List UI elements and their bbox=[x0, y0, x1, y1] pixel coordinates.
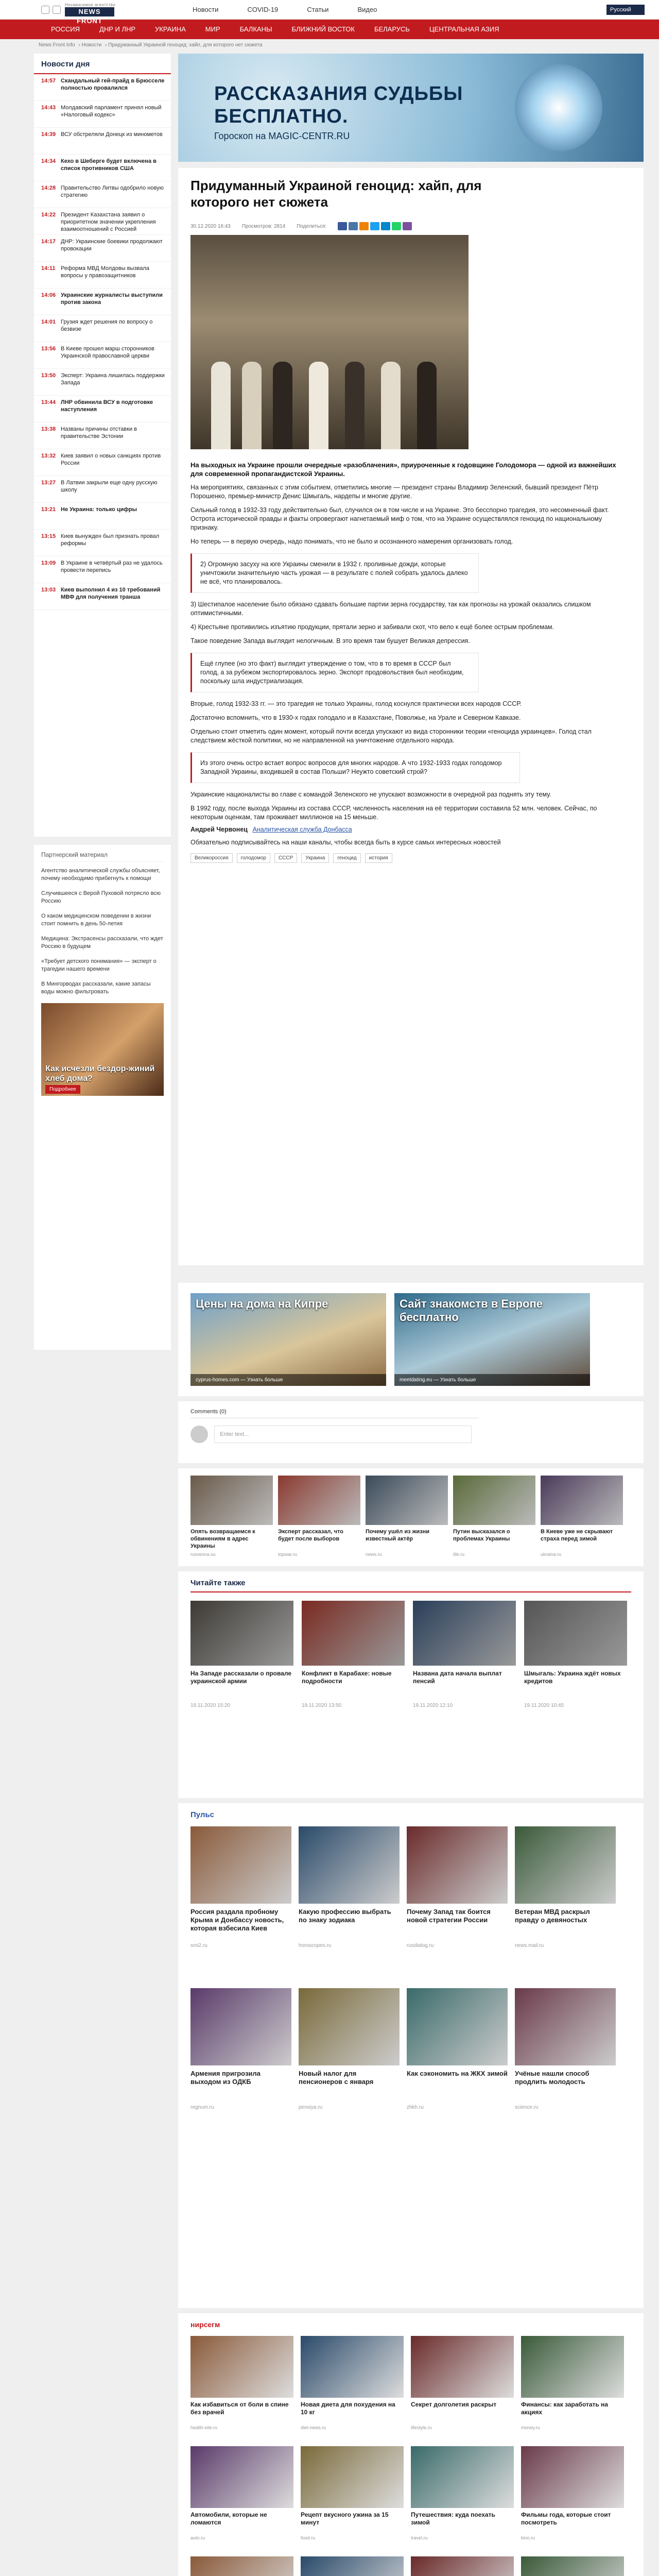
nav-balkans[interactable]: БАЛКАНЫ bbox=[239, 25, 272, 33]
news-item[interactable] bbox=[34, 315, 171, 342]
related-card[interactable] bbox=[413, 1601, 516, 1708]
news-headline[interactable]: Киев выполнил 4 из 10 требований МВФ для получения транша bbox=[61, 587, 161, 600]
comment-input[interactable]: Enter text... bbox=[214, 1426, 472, 1443]
native-ad-source: food.ru bbox=[301, 2535, 316, 2540]
related-date: 19.11.2020 13:50 bbox=[302, 1703, 342, 1708]
media-image bbox=[278, 1476, 360, 1525]
news-item[interactable] bbox=[34, 530, 171, 556]
media-image bbox=[190, 1476, 273, 1525]
native-ad-card[interactable] bbox=[190, 2336, 293, 2439]
crumb-current: Придуманный Украиной геноцид: хайп, для которого нет сюжета bbox=[108, 42, 263, 48]
top-link-articles[interactable]: Статьи bbox=[307, 6, 329, 13]
tag[interactable]: история bbox=[365, 853, 392, 863]
news-headline[interactable]: Киев заявил о новых санкциях против России bbox=[61, 453, 161, 466]
pulse-card[interactable] bbox=[299, 1988, 400, 2143]
article bbox=[178, 168, 644, 1265]
news-headline[interactable]: Правительство Литвы одобрило новую стратегию bbox=[61, 185, 164, 198]
banner-line-2: БЕСПЛАТНО. bbox=[214, 106, 349, 127]
news-item[interactable] bbox=[34, 74, 171, 101]
media-image bbox=[541, 1476, 623, 1525]
menu-icon[interactable] bbox=[53, 6, 61, 14]
native-ad-title[interactable]: Путешествия: куда поехать зимой bbox=[411, 2511, 495, 2526]
facebook-icon[interactable] bbox=[338, 222, 347, 230]
native-ad-card[interactable] bbox=[521, 2446, 624, 2549]
tag[interactable]: Великороссия bbox=[190, 853, 233, 863]
author-line bbox=[190, 826, 631, 833]
media-card[interactable] bbox=[278, 1476, 360, 1559]
news-time: 13:44 bbox=[41, 399, 56, 405]
news-item[interactable] bbox=[34, 556, 171, 583]
related-title[interactable]: На Западе рассказали о провале украинской армии bbox=[190, 1670, 292, 1685]
pulse-card[interactable] bbox=[407, 1826, 508, 1981]
partners-block bbox=[34, 845, 171, 1350]
pulse-image bbox=[299, 1988, 400, 2065]
nav-dnr[interactable]: ДНР И ЛНР bbox=[99, 25, 136, 33]
pulse-image bbox=[407, 1826, 508, 1904]
article-paragraph: Вторые, голод 1932-33 гг. — это трагедия не только Украины, голод коснулся практически всех народов СССР. bbox=[190, 700, 522, 707]
news-item[interactable] bbox=[34, 342, 171, 369]
author-name: Андрей Червонец bbox=[190, 826, 248, 833]
partner-link[interactable]: О каком медицинском поведении в жизни стоит помнить в день 50-летия bbox=[41, 913, 151, 927]
native-ad-card[interactable] bbox=[521, 2556, 624, 2576]
news-headline[interactable]: Не Украина: только цифры bbox=[61, 506, 137, 513]
pulse-image bbox=[407, 1988, 508, 2065]
news-time: 13:09 bbox=[41, 560, 56, 566]
article-meta bbox=[190, 222, 631, 231]
news-headline[interactable]: Киев вынужден был признать провал реформы bbox=[61, 533, 160, 547]
logo[interactable] bbox=[65, 3, 116, 25]
pulse-title-text[interactable]: Учёные нашли способ продлить молодость bbox=[515, 2070, 589, 2086]
media-title[interactable]: Эксперт рассказал, что будет после выборов bbox=[278, 1529, 343, 1542]
sidebar-ad[interactable] bbox=[41, 1003, 164, 1096]
news-item[interactable] bbox=[34, 101, 171, 128]
banner-sub: Гороскоп на MAGIC-CENTR.RU bbox=[214, 131, 350, 141]
partner-link[interactable]: Агентство аналитической службы объясняет, почему необходимо прибегнуть к помощи bbox=[41, 868, 160, 882]
news-item[interactable] bbox=[34, 396, 171, 422]
native-ad-image bbox=[301, 2556, 404, 2576]
article-paragraph: Отдельно стоит отметить один момент, который почти всегда упускают из вида сторонники теории «геноцида украинцев». Голод стал следствием жёсткой политики, но не направленной на уничтожение отдельного народа. bbox=[190, 728, 592, 744]
article-paragraph: В 1992 году, после выхода Украины из состава СССР, численность населения на её территории составила 52 млн. человек. Сейчас, по некоторым оценкам, там проживает миллионов на 15 меньше. bbox=[190, 805, 597, 821]
crumb-news[interactable]: Новости bbox=[81, 42, 102, 48]
news-time: 14:06 bbox=[41, 292, 56, 298]
pulse-image bbox=[515, 1988, 616, 2065]
native-ads-block bbox=[178, 2313, 644, 2576]
pulse-card[interactable] bbox=[190, 1826, 291, 1981]
pulse-title-text[interactable]: Какую профессию выбрать по знаку зодиака bbox=[299, 1908, 391, 1924]
news-time: 13:27 bbox=[41, 480, 56, 486]
news-item[interactable] bbox=[34, 369, 171, 396]
news-time: 13:03 bbox=[41, 587, 56, 593]
media-source: news.ru bbox=[366, 1552, 382, 1557]
news-sidebar bbox=[34, 54, 171, 837]
related-card[interactable] bbox=[302, 1601, 405, 1708]
ad-title: Сайт знакомств в Европе бесплатно bbox=[400, 1297, 543, 1324]
sidebar-ad-button[interactable]: Подробнее bbox=[45, 1085, 80, 1094]
article-paragraph: Но теперь — в первую очередь, надо понимать, что не было и осознанного намерения организовать голод. bbox=[190, 538, 513, 545]
news-time: 14:34 bbox=[41, 158, 56, 164]
telegram-icon[interactable] bbox=[381, 222, 390, 230]
news-headline[interactable]: ДНР: Украинские боевики продолжают провокации bbox=[61, 239, 163, 252]
news-headline[interactable]: Реформа МВД Молдовы вызвала вопросы у правозащитников bbox=[61, 265, 149, 279]
share-buttons bbox=[338, 222, 412, 230]
native-ad-title[interactable]: Новая диета для похудения на 10 кг bbox=[301, 2401, 395, 2416]
crumb-home[interactable]: News Front Info bbox=[39, 42, 75, 48]
native-ad-source: travel.ru bbox=[411, 2535, 428, 2540]
native-ad-source: money.ru bbox=[521, 2425, 540, 2430]
news-time: 14:43 bbox=[41, 105, 56, 111]
native-ad-image bbox=[190, 2446, 293, 2508]
pulse-source: news.mail.ru bbox=[515, 1943, 544, 1948]
native-ad-title[interactable]: Рецепт вкусного ужина за 15 минут bbox=[301, 2511, 389, 2526]
news-time: 13:38 bbox=[41, 426, 56, 432]
nav-central-asia[interactable]: ЦЕНТРАЛЬНАЯ АЗИЯ bbox=[429, 25, 499, 33]
pulse-card[interactable] bbox=[515, 1826, 616, 1981]
nav-belarus[interactable]: БЕЛАРУСЬ bbox=[374, 25, 410, 33]
news-headline[interactable]: Президент Казахстана заявил о приоритетном значении укрепления взаимоотношений с Россией bbox=[61, 212, 156, 232]
article-paragraph: 4) Крестьяне противились изъятию продукции, прятали зерно и забивали скот, что вело к ещё более острым проблемам. bbox=[190, 623, 554, 631]
partners-title: Партнерский материал bbox=[41, 851, 164, 862]
media-card[interactable] bbox=[453, 1476, 535, 1559]
article-paragraph: Сильный голод в 1932-33 году действительно был, случился он в том числе и на Украине. Это бесспорно трагедия, это несомненный факт. Острота исторической правды и факты опровергают нагнетаемый миф о том, что на Украине осуществлялся геноцид по национальному признаку. bbox=[190, 506, 609, 531]
ad-cyprus[interactable] bbox=[190, 1293, 386, 1386]
partner-link[interactable]: «Требует детского понимания» — эксперт о трагедии нашего времени bbox=[41, 958, 157, 972]
nav-russia[interactable]: РОССИЯ bbox=[51, 25, 80, 33]
related-card[interactable] bbox=[524, 1601, 627, 1708]
ad-source: cyprus-homes.com — Узнать больше bbox=[190, 1374, 386, 1386]
news-item[interactable] bbox=[34, 476, 171, 503]
native-ad-card[interactable] bbox=[190, 2556, 293, 2576]
news-time: 14:17 bbox=[41, 239, 56, 245]
media-title[interactable]: В Киеве уже не скрывают страха перед зимой bbox=[541, 1529, 613, 1542]
news-item[interactable] bbox=[34, 262, 171, 289]
news-headline[interactable]: Кехо в Шеберге будет включена в список противников США bbox=[61, 158, 157, 172]
native-ad-card[interactable] bbox=[301, 2336, 404, 2439]
article-quote: Ещё глупее (но это факт) выглядит утверждение о том, что в то время в СССР был голод, а за рубежом экспортировалось зерно. Экспорт продовольствия был необходим, поскольку шла индустриализация. bbox=[190, 653, 479, 692]
search-icon[interactable] bbox=[41, 6, 49, 14]
breadcrumb: News Front Info › Новости › Придуманный Украиной геноцид: хайп, для которого нет сюжета bbox=[39, 42, 263, 48]
top-ad-banner[interactable] bbox=[178, 54, 644, 162]
news-time: 14:22 bbox=[41, 212, 56, 218]
logo-slogan: Независимое агентство bbox=[65, 3, 116, 7]
related-date: 19.11.2020 10:45 bbox=[524, 1703, 564, 1708]
news-time: 13:15 bbox=[41, 533, 56, 539]
news-item[interactable] bbox=[34, 208, 171, 235]
news-headline[interactable]: ЛНР обвинила ВСУ в подготовке наступления bbox=[61, 399, 153, 413]
native-ad-title[interactable]: Как избавиться от боли в спине без врачей bbox=[190, 2401, 289, 2416]
partner-link[interactable]: Случившееся с Верой Пуховой потрясло всю Россию bbox=[41, 890, 161, 904]
pulse-card[interactable] bbox=[299, 1826, 400, 1981]
native-ad-title[interactable]: Фильмы года, которые стоит посмотреть bbox=[521, 2511, 611, 2526]
banner-line-1: РАССКАЗАНИЯ СУДЬБЫ bbox=[214, 83, 463, 105]
tag[interactable]: СССР bbox=[274, 853, 297, 863]
related-block bbox=[178, 1571, 644, 1798]
pulse-title-text[interactable]: Новый налог для пенсионеров с января bbox=[299, 2070, 374, 2086]
bottom-ads bbox=[178, 1283, 644, 1396]
tag[interactable]: геноцид bbox=[333, 853, 360, 863]
pulse-source: pensiya.ru bbox=[299, 2105, 323, 2110]
tag[interactable]: Украина bbox=[301, 853, 329, 863]
top-link-covid[interactable]: COVID-19 bbox=[247, 6, 279, 13]
viber-icon[interactable] bbox=[403, 222, 412, 230]
news-item[interactable] bbox=[34, 155, 171, 181]
article-date: 30.12.2020 16:43 bbox=[190, 223, 231, 229]
nav-ukraine[interactable]: УКРАИНА bbox=[155, 25, 186, 33]
media-image bbox=[453, 1476, 535, 1525]
pulse-title-text[interactable]: Ветеран МВД раскрыл правду о девяностых bbox=[515, 1908, 590, 1924]
native-ad-image bbox=[521, 2556, 624, 2576]
article-hero-image bbox=[190, 235, 469, 449]
article-title: Придуманный Украиной геноцид: хайп, для которого нет сюжета bbox=[190, 178, 482, 210]
pulse-title: Пульс bbox=[190, 1810, 215, 1819]
article-quote: 2) Огромную засуху на юге Украины сменили в 1932 г. проливные дожди, которые уничтожили значительную часть урожая — в результате с полей собрать удалось далеко не всё, что планировалось. bbox=[190, 553, 479, 593]
pulse-card[interactable] bbox=[407, 1988, 508, 2143]
media-title[interactable]: Опять возвращаемся к обвинениям в адрес Украины bbox=[190, 1529, 255, 1549]
news-headline[interactable]: В Киеве прошел марш сторонников Украинской православной церкви bbox=[61, 346, 154, 359]
logo-mark[interactable]: NEWS FRONT bbox=[65, 7, 114, 16]
news-time: 13:50 bbox=[41, 372, 56, 379]
top-bar bbox=[0, 0, 659, 25]
nav-world[interactable]: МИР bbox=[205, 25, 220, 33]
related-image bbox=[524, 1601, 627, 1666]
nav-middle-east[interactable]: БЛИЖНИЙ ВОСТОК bbox=[291, 25, 355, 33]
partner-link[interactable]: В Мингорводах рассказали, какие запасы воды можно фильтровать bbox=[41, 981, 151, 995]
pulse-card[interactable] bbox=[190, 1988, 291, 2143]
media-title[interactable]: Почему ушёл из жизни известный актёр bbox=[366, 1529, 430, 1542]
related-image bbox=[190, 1601, 293, 1666]
tag[interactable]: голодомор bbox=[237, 853, 270, 863]
news-item[interactable] bbox=[34, 181, 171, 208]
media-source: topwar.ru bbox=[278, 1552, 298, 1557]
author-link[interactable]: Аналитическая служба Донбасса bbox=[252, 826, 352, 833]
pulse-source: zhkh.ru bbox=[407, 2105, 424, 2110]
news-time: 14:28 bbox=[41, 185, 56, 191]
article-paragraph: 3) Шестипалое население было обязано сдавать большие партии зерна государству, так как прогнозы на урожай оказались слишком оптимистичными. bbox=[190, 601, 591, 617]
ad-source: meetdating.eu — Узнать больше bbox=[394, 1374, 590, 1386]
article-views: Просмотров: 2814 bbox=[241, 223, 286, 229]
share-label: Поделиться: bbox=[297, 223, 327, 229]
news-headline[interactable]: Молдавский парламент принял новый «Налоговый кодекс» bbox=[61, 105, 162, 118]
whatsapp-icon[interactable] bbox=[392, 222, 401, 230]
language-select[interactable]: Русский bbox=[606, 5, 645, 15]
related-title[interactable]: Конфликт в Карабахе: новые подробности bbox=[302, 1670, 392, 1685]
news-item[interactable] bbox=[34, 235, 171, 262]
top-link-news[interactable]: Новости bbox=[193, 6, 219, 13]
vk-icon[interactable] bbox=[349, 222, 358, 230]
native-ad-image bbox=[190, 2556, 293, 2576]
pulse-block bbox=[178, 1803, 644, 2308]
native-ad-source: lifestyle.ru bbox=[411, 2425, 432, 2430]
news-time: 13:32 bbox=[41, 453, 56, 459]
article-tags bbox=[190, 853, 631, 863]
sidebar-ad-text: Как исчезли бездор-жиний хлеб дома? bbox=[45, 1064, 155, 1083]
news-headline[interactable]: Грузия ждет решения по вопросу о безвизе bbox=[61, 319, 153, 332]
native-ad-card[interactable] bbox=[411, 2336, 514, 2439]
native-ads-title: нирсегм bbox=[190, 2320, 220, 2329]
native-ad-image bbox=[301, 2446, 404, 2508]
media-card[interactable] bbox=[541, 1476, 623, 1559]
avatar bbox=[190, 1426, 208, 1443]
crystal-ball-image bbox=[515, 64, 602, 151]
article-paragraph: Достаточно вспомнить, что в 1930-х годах голодало и в Казахстане, Поволжье, на Урале и Северном Кавказе. bbox=[190, 714, 521, 721]
pulse-title-text[interactable]: Как сэкономить на ЖКХ зимой bbox=[407, 2070, 508, 2077]
top-nav bbox=[178, 0, 391, 20]
native-ad-title[interactable]: Секрет долголетия раскрыт bbox=[411, 2401, 497, 2408]
media-image bbox=[366, 1476, 448, 1525]
ad-title: Цены на дома на Кипре bbox=[196, 1297, 328, 1310]
pulse-image bbox=[190, 1826, 291, 1904]
pulse-source: horoscopes.ru bbox=[299, 1943, 332, 1948]
native-ad-card[interactable] bbox=[411, 2556, 514, 2576]
related-title: Читайте также bbox=[190, 1579, 631, 1592]
pulse-source: rusdialog.ru bbox=[407, 1943, 434, 1948]
news-headline[interactable]: Эксперт: Украина лишилась поддержки Запада bbox=[61, 372, 165, 386]
native-ad-title[interactable]: Автомобили, которые не ломаются bbox=[190, 2511, 267, 2526]
native-ad-source: auto.ru bbox=[190, 2535, 205, 2540]
pulse-image bbox=[515, 1826, 616, 1904]
native-ad-source: diet-news.ru bbox=[301, 2425, 326, 2430]
pulse-title-text[interactable]: Почему Запад так боится новой стратегии России bbox=[407, 1908, 491, 1924]
news-time: 14:01 bbox=[41, 319, 56, 325]
news-headline[interactable]: ВСУ обстреляли Донецк из минометов bbox=[61, 131, 163, 138]
native-ad-source: health-site.ru bbox=[190, 2425, 218, 2430]
pulse-image bbox=[190, 1988, 291, 2065]
article-lead: На выходных на Украине прошли очередные «разоблачения», приуроченные к годовщине Голодомора — одной из важнейших для современной пропагандистской Украины. bbox=[190, 461, 616, 478]
news-headline[interactable]: В Латвии закрыли еще одну русскую школу bbox=[61, 480, 158, 493]
news-item[interactable] bbox=[34, 583, 171, 610]
news-time: 14:39 bbox=[41, 131, 56, 138]
native-ad-source: kino.ru bbox=[521, 2535, 535, 2540]
native-ad-card[interactable] bbox=[190, 2446, 293, 2549]
news-time: 13:56 bbox=[41, 346, 56, 352]
media-card[interactable] bbox=[190, 1476, 273, 1559]
article-quote: Из этого очень остро встает вопрос вопросов для многих народов. А что 1932-1933 годах голодомор Западной Украины, входившей в состав Польши? Неужто советский строй? bbox=[190, 752, 520, 783]
pulse-source: regnum.ru bbox=[190, 2105, 214, 2110]
native-ad-card[interactable] bbox=[301, 2556, 404, 2576]
news-item[interactable] bbox=[34, 449, 171, 476]
pulse-source: smi2.ru bbox=[190, 1943, 207, 1948]
news-headline[interactable]: Скандальный гей-прайд в Брюсселе полностью провалился bbox=[61, 78, 165, 91]
native-ad-card[interactable] bbox=[301, 2446, 404, 2549]
news-headline[interactable]: Названы причины отставки в правительстве Эстонии bbox=[61, 426, 137, 439]
comments-count: Comments (0) bbox=[190, 1409, 479, 1418]
sidebar-title: Новости дня bbox=[34, 54, 171, 74]
top-link-video[interactable]: Видео bbox=[357, 6, 377, 13]
related-image bbox=[413, 1601, 516, 1666]
article-paragraph: Такое поведение Запада выглядит нелогичным. В это время там бушует Великая депрессия. bbox=[190, 637, 470, 645]
native-ad-image bbox=[521, 2336, 624, 2398]
news-item[interactable] bbox=[34, 289, 171, 315]
media-grid bbox=[178, 1468, 644, 1566]
related-image bbox=[302, 1601, 405, 1666]
native-ad-title[interactable]: Финансы: как заработать на акциях bbox=[521, 2401, 609, 2416]
media-title[interactable]: Путин высказался о проблемах Украины bbox=[453, 1529, 510, 1542]
pulse-card[interactable] bbox=[515, 1988, 616, 2143]
native-ad-image bbox=[411, 2336, 514, 2398]
media-source: ukraina.ru bbox=[541, 1552, 562, 1557]
ok-icon[interactable] bbox=[359, 222, 369, 230]
related-card[interactable] bbox=[190, 1601, 293, 1708]
native-ad-image bbox=[521, 2446, 624, 2508]
native-ad-image bbox=[411, 2556, 514, 2576]
news-item[interactable] bbox=[34, 503, 171, 530]
native-ad-image bbox=[411, 2446, 514, 2508]
article-paragraph: Украинские националисты во главе с командой Зеленского не упускают возможности в очередной раз поднять эту тему. bbox=[190, 791, 551, 798]
news-time: 13:21 bbox=[41, 506, 56, 513]
related-title[interactable]: Шмыгаль: Украина ждёт новых кредитов bbox=[524, 1670, 621, 1685]
native-ad-image bbox=[190, 2336, 293, 2398]
ad-dating[interactable] bbox=[394, 1293, 590, 1386]
twitter-icon[interactable] bbox=[370, 222, 379, 230]
news-time: 14:57 bbox=[41, 78, 56, 84]
news-headline[interactable]: Украинские журналисты выступили против закона bbox=[61, 292, 163, 306]
news-time: 14:11 bbox=[41, 265, 56, 272]
comments bbox=[178, 1401, 644, 1463]
native-ad-card[interactable] bbox=[411, 2446, 514, 2549]
pulse-source: science.ru bbox=[515, 2105, 539, 2110]
pulse-title-text[interactable]: Армения пригрозила выходом из ОДКБ bbox=[190, 2070, 261, 2086]
native-ad-image bbox=[301, 2336, 404, 2398]
article-paragraph: На мероприятиях, связанных с этим событием, отметились многие — президент страны Владимир Зеленский, бывший президент Пётр Порошенко, премьер-министр Денис Шмыгаль, нардепы и многие другие. bbox=[190, 484, 598, 500]
news-item[interactable] bbox=[34, 422, 171, 449]
media-source: rusvesna.su bbox=[190, 1552, 216, 1557]
related-date: 19.11.2020 12:10 bbox=[413, 1703, 453, 1708]
media-card[interactable] bbox=[366, 1476, 448, 1559]
media-source: life.ru bbox=[453, 1552, 465, 1557]
news-headline[interactable]: В Украине в четвёртый раз не удалось провести перепись bbox=[61, 560, 163, 573]
native-ad-card[interactable] bbox=[521, 2336, 624, 2439]
pulse-title-text[interactable]: Россия раздала пробному Крыма и Донбассу новость, которая взбесила Киев bbox=[190, 1908, 284, 1932]
pulse-image bbox=[299, 1826, 400, 1904]
related-date: 19.11.2020 15:20 bbox=[190, 1703, 231, 1708]
subscribe-note: Обязательно подписывайтесь на наши каналы, чтобы всегда быть в курсе самых интересных новостей bbox=[190, 839, 501, 846]
partner-link[interactable]: Медицина: Экстрасенсы рассказали, что ждет Россию в будущем bbox=[41, 936, 163, 950]
related-title[interactable]: Названа дата начала выплат пенсий bbox=[413, 1670, 502, 1685]
news-item[interactable] bbox=[34, 128, 171, 155]
